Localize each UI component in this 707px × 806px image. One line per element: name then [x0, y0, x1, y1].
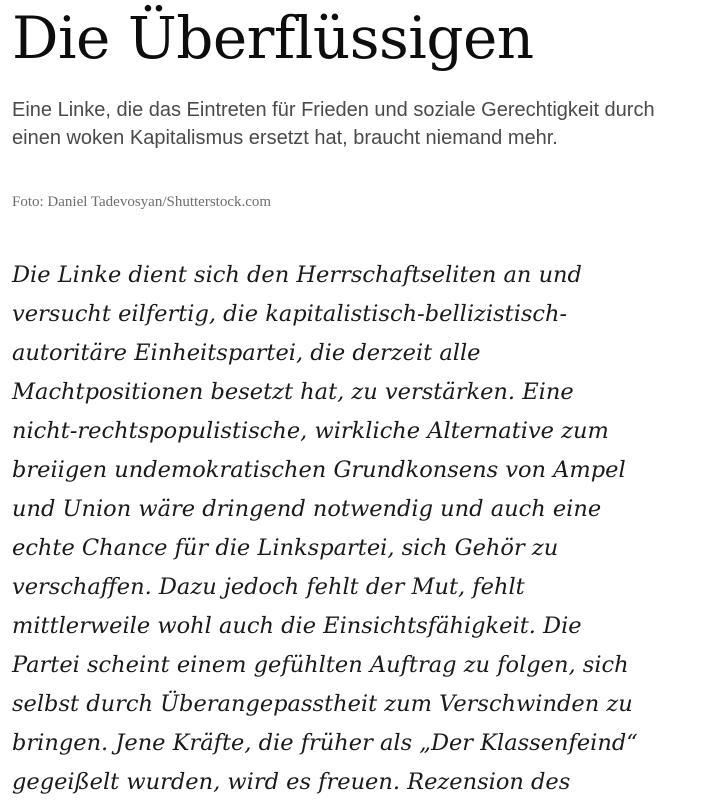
lead-line: breiigen undemokratischen Grundkonsens von Ampel: [12, 457, 626, 483]
lead-line: gegeißelt wurden, wird es freuen. Rezension des: [12, 769, 571, 795]
lead-line: bringen. Jene Kräfte, die früher als „Der Klassenfeind“: [12, 730, 638, 756]
article-lead: [12, 256, 702, 802]
lead-line: Die Linke dient sich den Herrschaftseliten an und: [12, 262, 582, 288]
article-subtitle: Eine Linke, die das Eintreten für Frieden und soziale Gerechtigkeit durch einen woken Kapitalismus ersetzt hat, braucht niemand mehr.: [12, 99, 655, 149]
lead-line: Machtpositionen besetzt hat, zu verstärken. Eine: [12, 379, 574, 405]
article-title: Die Überflüssigen: [12, 4, 534, 72]
lead-line: selbst durch Überangepasstheit zum Verschwinden zu: [12, 691, 633, 717]
photo-credit: Foto: Daniel Tadevosyan/Shutterstock.com: [12, 194, 272, 210]
article: [12, 0, 702, 802]
lead-line: echte Chance für die Linkspartei, sich Gehör zu: [12, 535, 559, 561]
lead-line: verschaffen. Dazu jedoch fehlt der Mut, fehlt: [12, 574, 525, 600]
lead-line: autoritäre Einheitspartei, die derzeit alle: [12, 340, 481, 366]
lead-line: Partei scheint einem gefühlten Auftrag zu folgen, sich: [12, 652, 629, 678]
lead-line: mittlerweile wohl auch die Einsichtsfähigkeit. Die: [12, 613, 582, 639]
lead-line: nicht-rechtspopulistische, wirkliche Alternative zum: [12, 418, 609, 444]
lead-line: versucht eilfertig, die kapitalistisch-bellizistisch-: [12, 301, 568, 327]
lead-line: und Union wäre dringend notwendig und auch eine: [12, 496, 602, 522]
